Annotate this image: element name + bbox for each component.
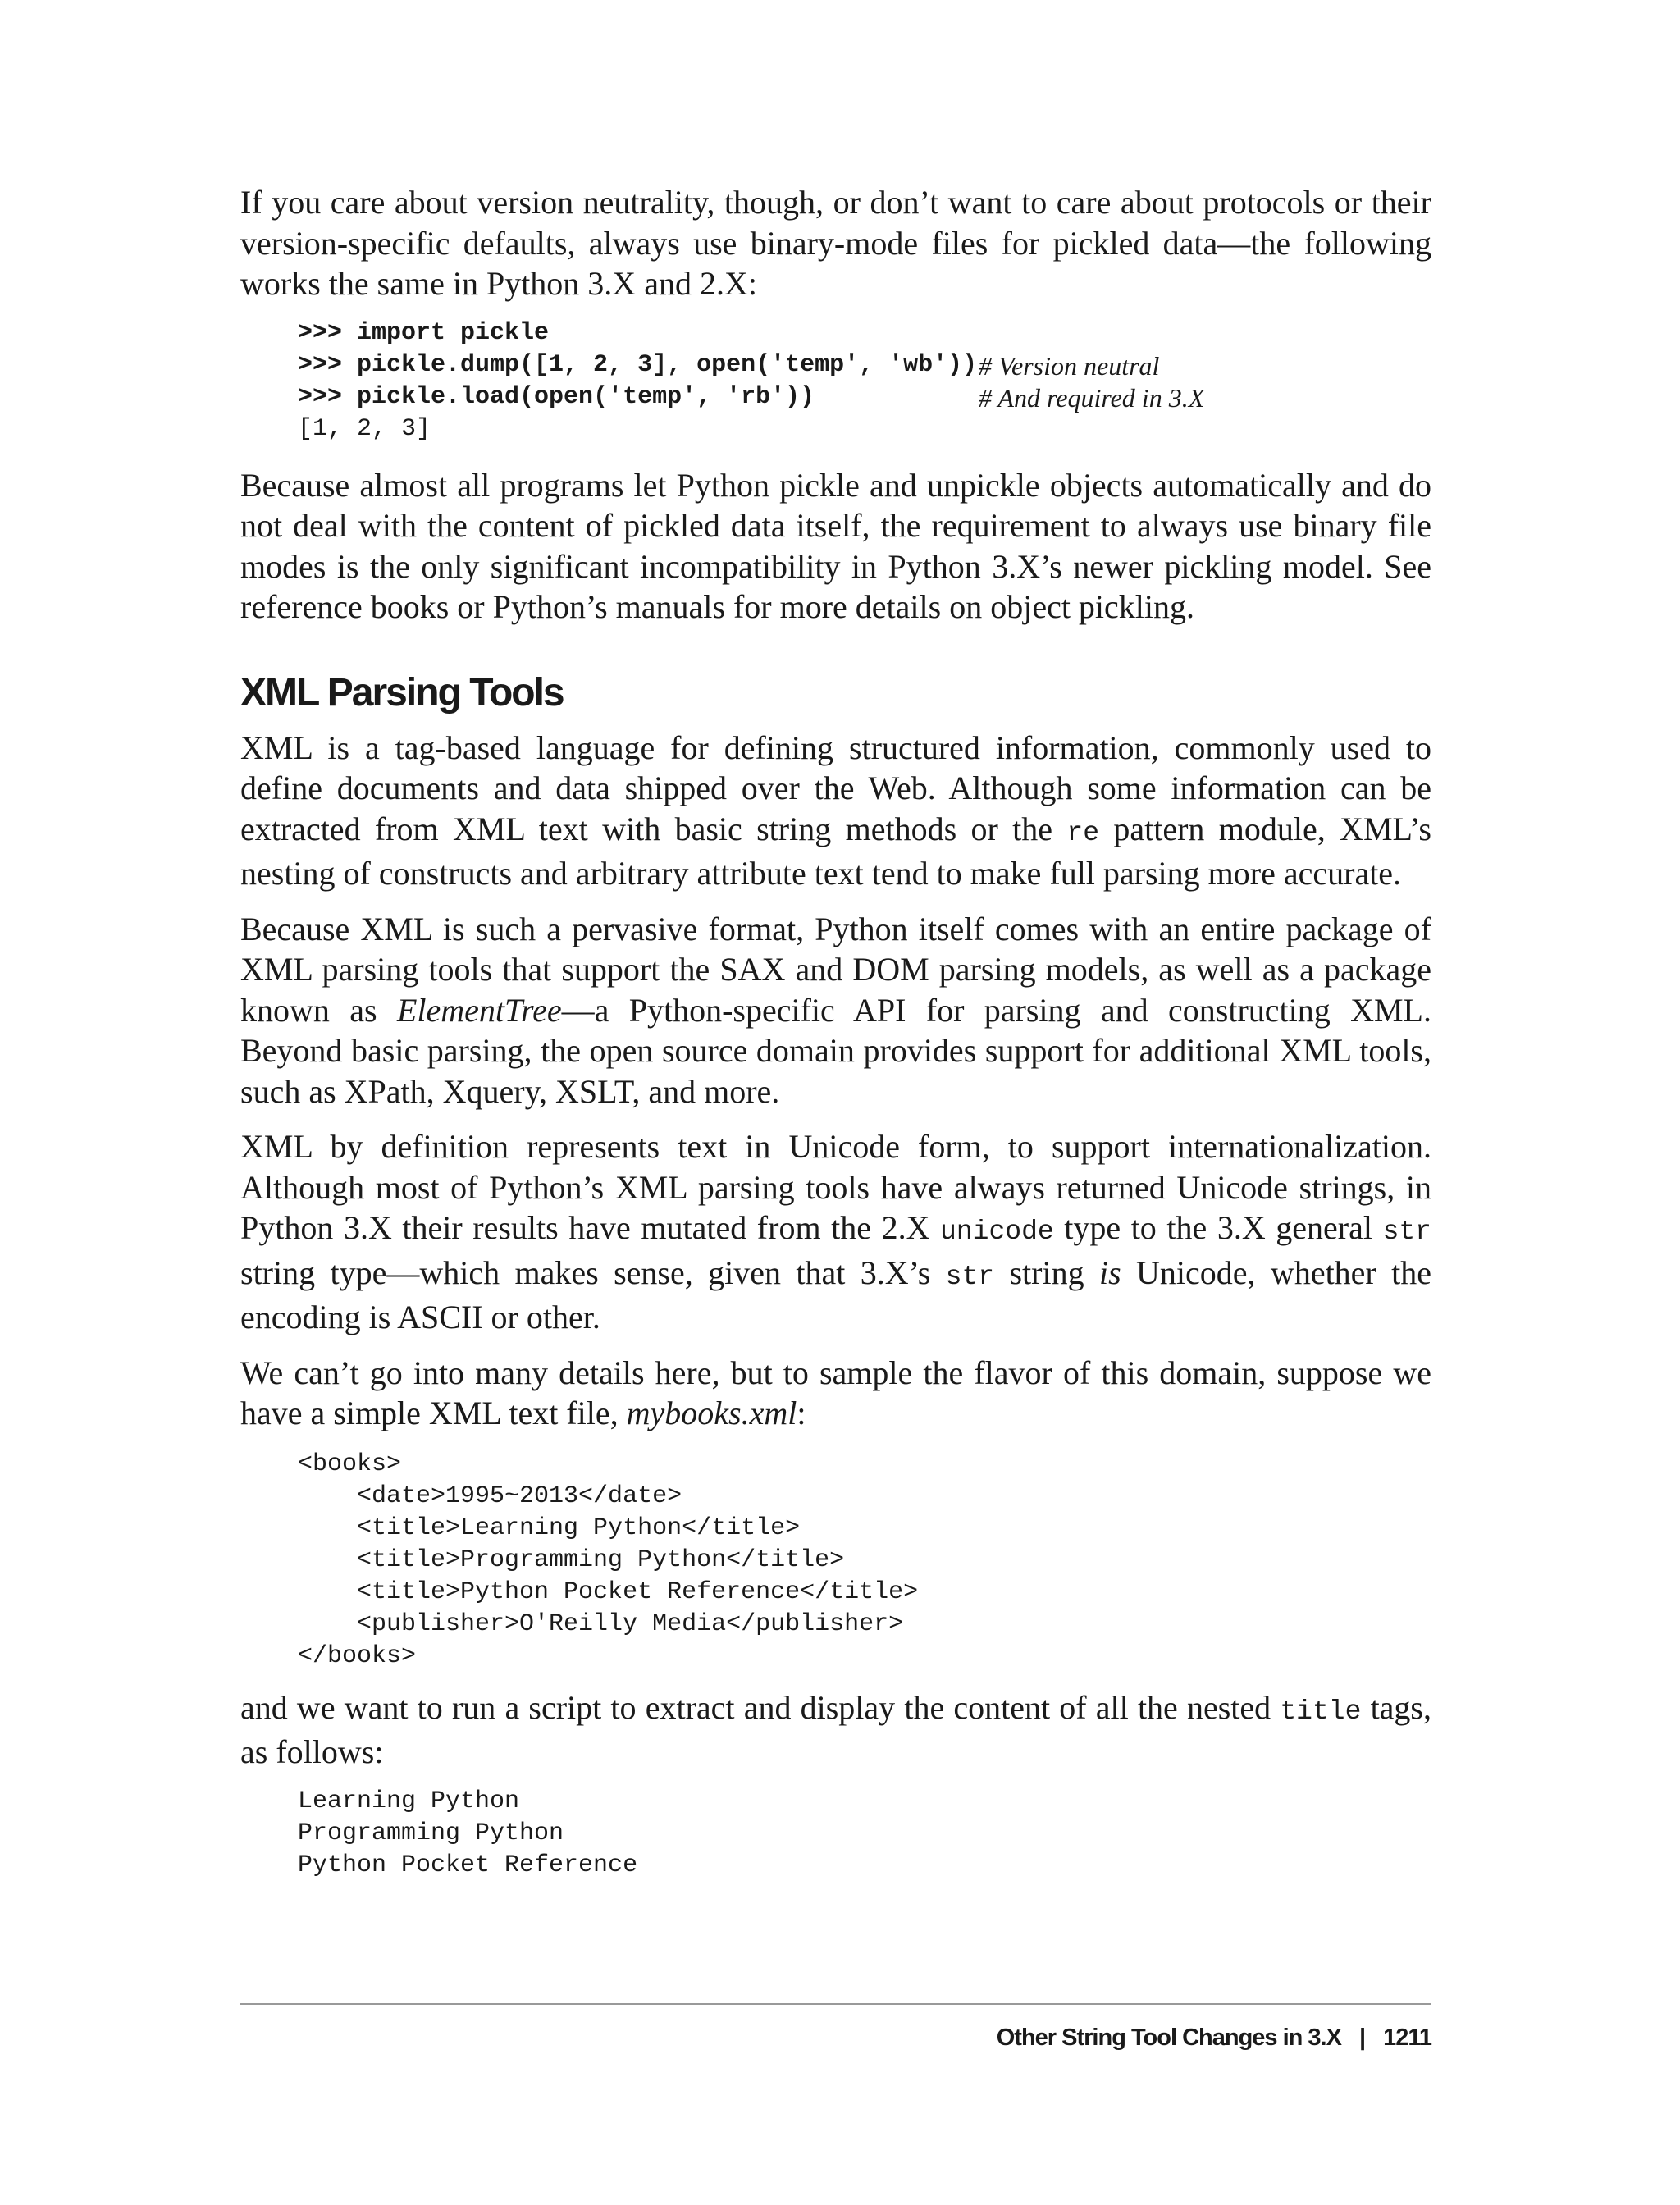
- text: and we want to run a script to extract and display the content of all the nested: [240, 1688, 1281, 1726]
- inline-code: title: [1280, 1696, 1362, 1727]
- text: pattern module, XML’s nesting of constructs and arbitrary attribute text tend to make full parsing more accurate.: [240, 810, 1431, 892]
- emphasis: ElementTree: [396, 991, 562, 1029]
- code-text: >>> import pickle: [298, 318, 550, 347]
- section-heading: XML Parsing Tools: [240, 670, 564, 714]
- code-comment: # Version neutral: [979, 350, 1160, 381]
- text: type to the 3.X general: [1053, 1209, 1383, 1246]
- text: string: [994, 1253, 1099, 1291]
- text: Unicode, whether the encoding is ASCII or other.: [240, 1253, 1432, 1335]
- emphasis: mybooks.xml: [626, 1395, 797, 1431]
- text: string type—which makes sense, given that 3.X’s: [240, 1253, 946, 1291]
- footer-section-title: Other String Tool Changes in 3.X: [996, 2025, 1341, 2051]
- paragraph-xml-sample: [240, 1353, 1431, 1434]
- footer-separator: |: [1358, 2025, 1366, 2051]
- code-text: [1, 2, 3]: [298, 414, 431, 443]
- paragraph-pickle-summary: Because almost all programs let Python pickle and unpickle objects automatically and do not deal with the content of pickled data itself, the requirement to always use binary file modes is the only significant incompatibility in Python 3.X’s newer pickling model. See reference books or Python’s manuals for more details on object pickling.: [240, 466, 1431, 625]
- text: :: [797, 1395, 806, 1431]
- code-block-pickle: [240, 319, 1431, 447]
- code-block-output: Learning Python Programming Python Python Pocket Reference: [298, 1787, 638, 1879]
- inline-code: re: [1066, 817, 1099, 848]
- text: XML is a tag-based language for defining structured information, commonly used to define documents and data shipped over the Web. Although some information can be extracted from XML text with basic string methods or the: [240, 728, 1431, 847]
- page-footer: [997, 2025, 1431, 2052]
- code-line: [298, 415, 1431, 447]
- paragraph-xml-tools: [240, 909, 1431, 1112]
- inline-code: unicode: [940, 1217, 1054, 1247]
- page-number: 1211: [1383, 2025, 1431, 2051]
- code-comment: # And required in 3.X: [979, 382, 1205, 413]
- code-text: >>> pickle.dump([1, 2, 3], open('temp', 'wb')): [298, 350, 978, 379]
- paragraph-pickle-intro: If you care about version neutrality, though, or don’t want to care about protocols or their version-specific defaults, always use binary-mode files for pickled data—the following works the same in Python 3.X and 2.X:: [240, 184, 1431, 302]
- code-line: [298, 351, 1431, 383]
- inline-code: str: [945, 1261, 995, 1292]
- text: XML by definition represents text in Unicode form, to support internationalization. Although most of Python’s XML parsing tools have always returned Unicode strings, in Python 3.X their results have mutated from the 2.X: [240, 1128, 1431, 1246]
- paragraph-xml-unicode: [240, 1126, 1431, 1338]
- emphasis: is: [1098, 1253, 1121, 1291]
- code-line: [298, 383, 1431, 415]
- footer-divider: [240, 2003, 1431, 2005]
- code-line: [298, 319, 1431, 351]
- paragraph-xml-extract: [240, 1687, 1431, 1773]
- text: We can’t go into many details here, but to sample the flavor of this domain, suppose we have a simple XML text file,: [240, 1354, 1431, 1431]
- text: Because XML is such a pervasive format, Python itself comes with an entire package of XML parsing tools that support the SAX and DOM parsing models, as well as a package known as: [240, 910, 1431, 1029]
- paragraph-xml-intro: [240, 728, 1431, 894]
- page-body: [240, 182, 1431, 1882]
- inline-code: str: [1382, 1217, 1431, 1247]
- code-block-xml: <books> <date>1995~2013</date> <title>Learning Python</title> <title>Programming Python</title> <title>Python Pocket Reference</title> <publisher>O'Reilly Media</publisher> </books>: [298, 1449, 919, 1670]
- text: —a Python-specific API for parsing and constructing XML. Beyond basic parsing, the open source domain provides support for additional XML tools, such as XPath, Xquery, XSLT, and more.: [240, 991, 1431, 1110]
- code-text: >>> pickle.load(open('temp', 'rb')): [298, 382, 815, 411]
- text: tags, as follows:: [240, 1688, 1431, 1770]
